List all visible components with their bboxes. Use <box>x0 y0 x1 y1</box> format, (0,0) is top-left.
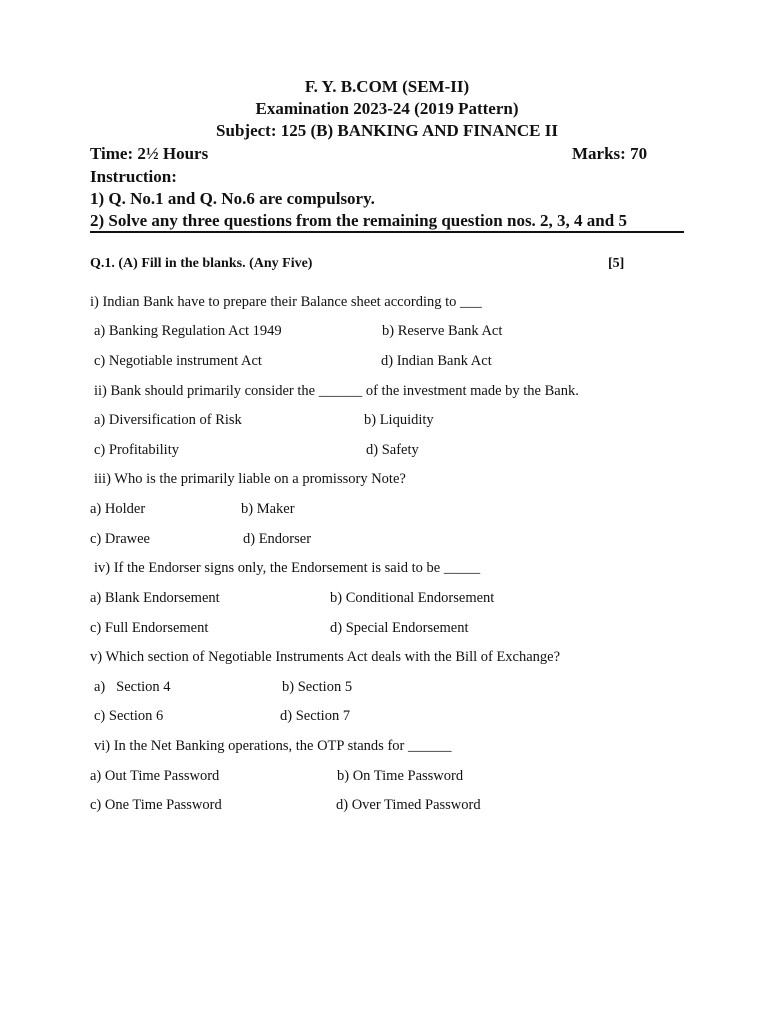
question-text: i) Indian Bank have to prepare their Balance sheet according to ___ <box>90 294 482 310</box>
option-c: c) Section 6 <box>94 708 164 724</box>
question-text: vi) In the Net Banking operations, the OTP stands for ______ <box>94 738 452 754</box>
option-a: a) Section 4 <box>94 679 171 695</box>
option-b: b) Liquidity <box>364 412 434 428</box>
header-divider <box>90 231 684 233</box>
time-label: Time: 2½ Hours <box>90 144 209 163</box>
section-marks: [5] <box>608 256 625 271</box>
instruction-2: 2) Solve any three questions from the remaining question nos. 2, 3, 4 and 5 <box>90 211 627 230</box>
option-d: d) Indian Bank Act <box>381 353 492 369</box>
marks-label: Marks: 70 <box>572 144 648 163</box>
question-text: ii) Bank should primarily consider the ______ of the investment made by the Bank. <box>94 383 579 399</box>
option-d: d) Over Timed Password <box>336 797 481 813</box>
course-title: F. Y. B.COM (SEM-II) <box>304 77 470 96</box>
option-c: c) Full Endorsement <box>90 620 209 636</box>
option-c: c) Drawee <box>90 531 150 547</box>
option-d: d) Safety <box>366 442 419 458</box>
option-b: b) Reserve Bank Act <box>382 323 503 339</box>
option-a: a) Out Time Password <box>90 768 220 784</box>
option-b: b) Section 5 <box>282 679 353 695</box>
option-c: c) One Time Password <box>90 797 222 813</box>
option-a: a) Holder <box>90 501 146 517</box>
option-d: d) Special Endorsement <box>330 620 469 636</box>
option-b: b) Conditional Endorsement <box>330 590 495 606</box>
subject-title: Subject: 125 (B) BANKING AND FINANCE II <box>216 121 558 140</box>
option-a: a) Banking Regulation Act 1949 <box>94 323 282 339</box>
option-a: a) Blank Endorsement <box>90 590 220 606</box>
option-b: b) Maker <box>241 501 295 517</box>
option-c: c) Negotiable instrument Act <box>94 353 262 369</box>
option-a: a) Diversification of Risk <box>94 412 242 428</box>
option-d: d) Endorser <box>243 531 312 547</box>
exam-title: Examination 2023-24 (2019 Pattern) <box>255 99 519 118</box>
option-b: b) On Time Password <box>337 768 464 784</box>
instruction-label: Instruction: <box>90 167 177 186</box>
option-c: c) Profitability <box>94 442 179 458</box>
question-text: v) Which section of Negotiable Instruments Act deals with the Bill of Exchange? <box>90 649 561 665</box>
instruction-1: 1) Q. No.1 and Q. No.6 are compulsory. <box>90 189 375 208</box>
question-text: iv) If the Endorser signs only, the Endorsement is said to be _____ <box>94 560 481 576</box>
question-text: iii) Who is the primarily liable on a promissory Note? <box>94 471 406 487</box>
section-title: Q.1. (A) Fill in the blanks. (Any Five) <box>90 256 313 271</box>
option-d: d) Section 7 <box>280 708 351 724</box>
